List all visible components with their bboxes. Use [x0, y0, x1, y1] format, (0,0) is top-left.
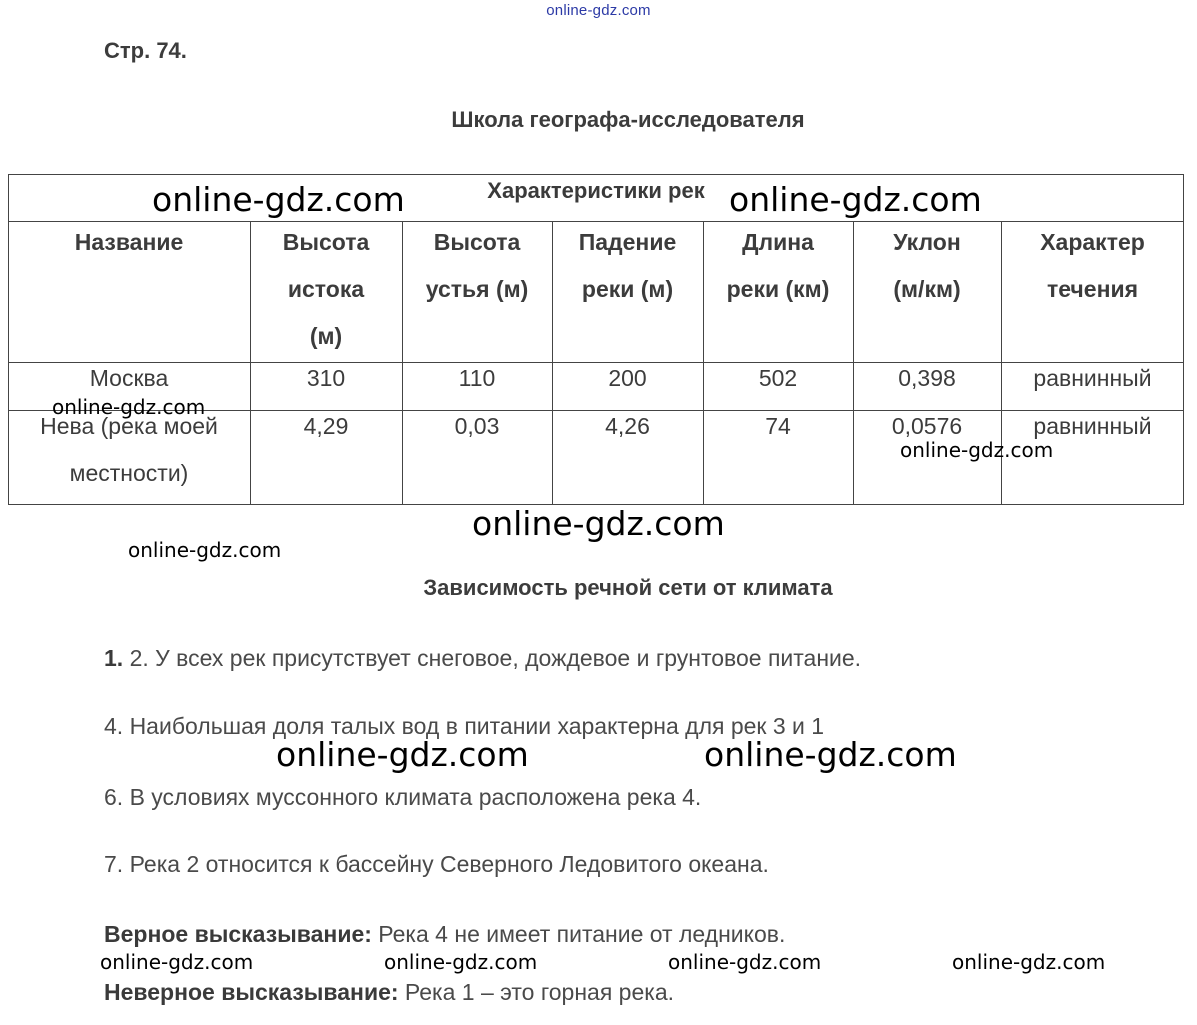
- watermark-text: online-gdz.com: [668, 950, 822, 974]
- table-header-cell-line: Высота: [282, 229, 370, 255]
- table-header-cell-line: Падение: [578, 229, 677, 255]
- table-cell-line: 0,398: [898, 365, 956, 391]
- table-cell: [250, 355, 402, 403]
- table-cell-line: 0,0576: [891, 413, 963, 439]
- table-cell-line: 310: [306, 365, 346, 391]
- false-statement-text: Река 1 – это горная река.: [398, 979, 674, 1005]
- table-header-cell-line: Уклон: [893, 229, 961, 255]
- watermark-text: online-gdz.com: [52, 395, 206, 419]
- table-cell-line: Москва: [89, 365, 169, 391]
- page-number: Стр. 74.: [104, 38, 187, 63]
- watermark-text: online-gdz.com: [729, 180, 982, 219]
- watermark-text: online-gdz.com: [384, 950, 538, 974]
- answer-item-6: 6. В условиях муссонного климата расположена река 4.: [104, 784, 702, 810]
- table-header-cell: [8, 219, 250, 360]
- answer-item-1-text: 2. У всех рек присутствует снеговое, дождевое и грунтовое питание.: [123, 645, 862, 671]
- table-header-cell-line: реки (км): [726, 276, 830, 302]
- table-header-cell-line: устья (м): [425, 276, 529, 302]
- table-cell-line: 502: [758, 365, 798, 391]
- table-header-cell: [402, 219, 552, 360]
- true-statement-text: Река 4 не имеет питание от ледников.: [371, 921, 786, 947]
- watermark-text: online-gdz.com: [100, 950, 254, 974]
- table-cell-line: 0,03: [454, 413, 500, 439]
- table-cell: [402, 403, 552, 497]
- table-cell-line: 4,29: [303, 413, 349, 439]
- table-header-cell-line: (м): [309, 323, 343, 349]
- table-header-cell-line: (м/км): [893, 276, 961, 302]
- table-cell-line: 74: [765, 413, 791, 439]
- watermark-text: online-gdz.com: [152, 180, 405, 219]
- table-header-cell: [703, 219, 853, 360]
- table-cell: [552, 355, 703, 403]
- table-cell-line: равнинный: [1033, 413, 1152, 439]
- table-header-cell-line: Название: [74, 229, 184, 255]
- table-cell: [1001, 355, 1184, 403]
- top-watermark: online-gdz.com: [546, 2, 651, 19]
- watermark-text: online-gdz.com: [472, 504, 725, 543]
- section-title-climate: Зависимость речной сети от климата: [423, 575, 833, 600]
- watermark-text: online-gdz.com: [952, 950, 1106, 974]
- table-header-cell-line: реки (м): [581, 276, 674, 302]
- table-header-cell-line: Характер: [1040, 229, 1145, 255]
- table-cell: [853, 355, 1001, 403]
- true-statement: [104, 921, 785, 948]
- table-header-cell: [1001, 219, 1184, 360]
- table-header-cell-line: истока: [287, 276, 365, 302]
- watermark-text: online-gdz.com: [276, 735, 529, 774]
- table-header-cell-line: течения: [1046, 276, 1139, 302]
- table-cell-line: местности): [69, 460, 189, 486]
- table-cell: [703, 355, 853, 403]
- answer-item-1: [104, 645, 861, 672]
- table-cell-line: 110: [458, 365, 496, 391]
- section-title-researcher: Школа географа-исследователя: [451, 107, 805, 132]
- answer-item-1-number: 1.: [104, 645, 124, 671]
- true-statement-label: Верное высказывание:: [104, 921, 372, 947]
- table-cell: [552, 403, 703, 497]
- watermark-text: online-gdz.com: [128, 538, 282, 562]
- answer-item-4: 4. Наибольшая доля талых вод в питании характерна для рек 3 и 1: [104, 713, 825, 739]
- table-rule: [8, 174, 1184, 175]
- watermark-text: online-gdz.com: [900, 438, 1054, 462]
- table-cell-line: 200: [608, 365, 647, 391]
- table-cell: [703, 403, 853, 497]
- table-header-cell: [552, 219, 703, 360]
- table-header-cell-line: Высота: [433, 229, 521, 255]
- table-cell: [250, 403, 402, 497]
- answer-item-7: 7. Река 2 относится к бассейну Северного Ледовитого океана.: [104, 851, 769, 877]
- table-header-cell: [853, 219, 1001, 360]
- table-header-cell-line: Длина: [742, 229, 814, 255]
- watermark-text: online-gdz.com: [704, 735, 957, 774]
- table-cell-line: равнинный: [1033, 365, 1152, 391]
- table-cell-line: Нева (река моей: [40, 413, 218, 439]
- table-cell-line: 4,26: [605, 413, 650, 439]
- table-cell: [402, 355, 552, 403]
- table-header-cell: [250, 219, 402, 360]
- table-caption: Характеристики рек: [487, 178, 705, 203]
- false-statement: [104, 979, 674, 1006]
- false-statement-label: Неверное высказывание:: [104, 979, 399, 1005]
